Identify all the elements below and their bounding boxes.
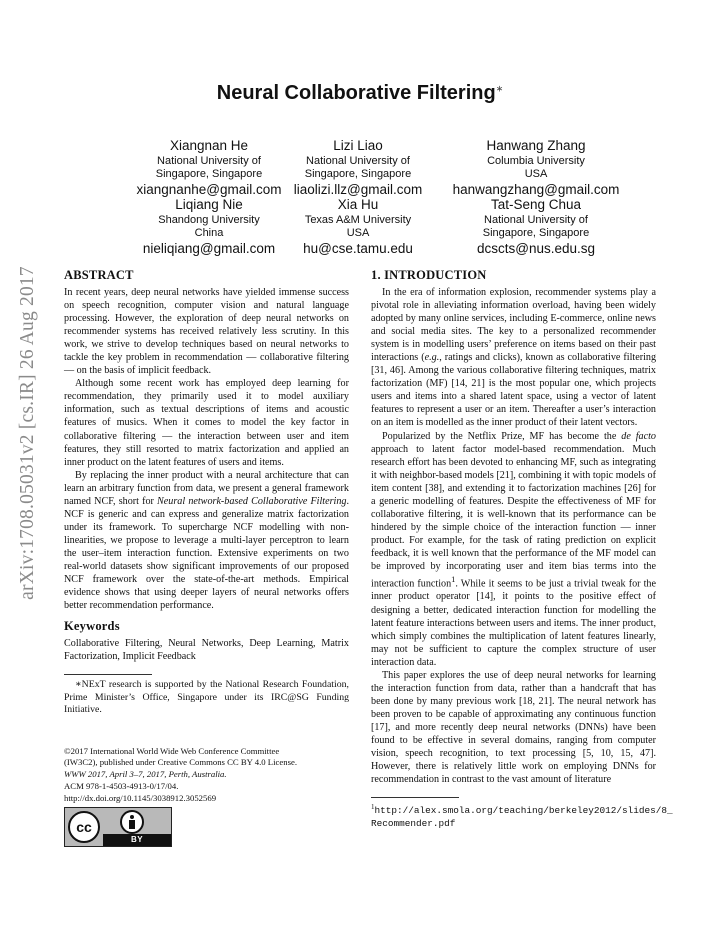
keywords-text: Collaborative Filtering, Neural Networks, Deep Learning, Matrix Factorization, Implicit Feedback (64, 638, 349, 663)
author-name: Xiangnan He (169, 138, 249, 153)
paper-title (60, 82, 660, 105)
attribution-person-icon (120, 810, 144, 834)
author-block-3 (431, 138, 641, 198)
intro-paragraph-2: Popularized by the Netflix Prize, MF has become the de facto approach to latent factor model-based recommendation. Much research effort has been devoted to enhancing MF, such as integrating it with neighbor-based models [21], combining it with topic models of item content [38], and extending it to factorization machines [26] for a generic modelling of features. Despite the effectiveness of MF for collaborative filtering, it is well-known that its performance can be hindered by the simple choice of the interaction function — inner product. For example, for the task of rating prediction on explicit feedback, it is well known that the performance of the MF model can be improved by incorporating user and item bias terms into the interaction function$^1$. While it seems to be just a trivial tweak for the inner product operator [14], it points to the positive effect of designing a better, dedicated interaction function for modelling the latent feature interactions between users and items. The inner product, which simply combines the multiplication of latent features linearly, may not be sufficient to capture the complex structure of user interaction data. (371, 430, 656, 668)
footnote-1: $^1$http://alex.smola.org/teaching/berkeley2012/slides/8_ Recommender.pdf (371, 803, 673, 829)
author-affiliation-line1: Columbia University (487, 155, 585, 168)
copyright-line-1: ©2017 International World Wide Web Conference Committee (64, 745, 280, 756)
cc-by-license-badge[interactable] (64, 807, 172, 847)
author-name: Tat-Seng Chua (490, 197, 582, 212)
author-email[interactable]: hu@cse.tamu.edu (303, 240, 413, 256)
author-affiliation-line2: USA (346, 227, 370, 240)
author-affiliation-line2: Singapore, Singapore (155, 168, 263, 181)
paper-title-text: Neural Collaborative Filtering (216, 82, 496, 104)
author-affiliation-line1: National University of (157, 155, 261, 168)
cc-logo-icon: cc (68, 811, 100, 843)
abstract-heading: ABSTRACT (64, 268, 134, 282)
author-block-6 (431, 197, 641, 257)
footnote-url-line-2[interactable]: Recommender.pdf (371, 817, 456, 829)
author-email[interactable]: liaolizi.llz@gmail.com (293, 181, 423, 197)
copyright-line-2: (IW3C2), published under Creative Commons CC BY 4.0 License. (64, 757, 297, 768)
author-email[interactable]: nieliqiang@gmail.com (142, 240, 276, 256)
footnote-rule (64, 674, 152, 675)
footnote-funding: ∗NExT research is supported by the National Research Foundation, Prime Minister’s Office, Singapore under its IRC@SG Funding Initiative. (64, 679, 349, 716)
author-affiliation-line2: USA (524, 168, 548, 181)
footnote-rule-right (371, 797, 459, 798)
abstract-paragraph-1: In recent years, deep neural networks have yielded immense success on speech recognition, computer vision and natural language processing. However, the exploration of deep neural networks on recommender systems has received relatively less scrutiny. In this work, we strive to develop techniques based on neural networks to tackle the key problem in recommendation — collaborative filtering — on the basis of implicit feedback. (64, 287, 349, 377)
author-email[interactable]: dcscts@nus.edu.sg (476, 240, 595, 256)
emphasis-ncf-name: Neural network-based Collaborative Filtering (157, 495, 347, 507)
author-name: Hanwang Zhang (486, 138, 586, 153)
author-email[interactable]: xiangnanhe@gmail.com (136, 181, 282, 197)
introduction-heading: 1. INTRODUCTION (371, 268, 487, 282)
author-affiliation-line1: National University of (306, 155, 410, 168)
left-column (64, 268, 349, 847)
author-affiliation-line2: Singapore, Singapore (304, 168, 412, 181)
intro-paragraph-3: This paper explores the use of deep neural networks for learning the interaction function from data, rather than a handcraft that has been done by many previous work [18, 21]. The neural network has been proven to be capable of approximating any continuous function [17], and more recently deep neural networks (DNNs) have been found to be effective in several domains, ranging from computer vision, speech recognition, to text processing [5, 10, 15, 47]. However, there is relatively little work on employing DNNs for recommendation in contrast to the vast amount of literature (371, 669, 656, 786)
author-affiliation-line2: Singapore, Singapore (482, 227, 590, 240)
keywords-heading: Keywords (64, 619, 120, 634)
abstract-paragraph-2: Although some recent work has employed deep learning for recommendation, they primarily used it to model auxiliary information, such as textual descriptions of items and acoustic features of musics. When it comes to model the key factor in collaborative filtering — the interaction between user and item features, they still resorted to matrix factorization and applied an inner product on the latent features of users and items. (64, 378, 349, 468)
title-footnote-mark: ∗ (495, 83, 504, 94)
author-affiliation-line2: China (194, 227, 224, 240)
copyright-block (64, 746, 349, 805)
author-name: Xia Hu (337, 197, 379, 212)
author-name: Liqiang Nie (175, 197, 243, 212)
author-affiliation-line1: Shandong University (158, 214, 260, 227)
footnote-url-line-1[interactable]: http://alex.smola.org/teaching/berkeley2012/slides/8_ (374, 805, 673, 817)
arxiv-identifier: arXiv:1708.05031v2 [cs.IR] 26 Aug 2017 (17, 266, 38, 600)
author-email[interactable]: hanwangzhang@gmail.com (452, 181, 620, 197)
author-affiliation-line1: Texas A&M University (304, 214, 412, 227)
arxiv-stamp (10, 258, 46, 608)
copyright-line-4: ACM 978-1-4503-4913-0/17/04. (64, 780, 179, 791)
copyright-line-3: WWW 2017, April 3–7, 2017, Perth, Australia. (64, 769, 227, 780)
author-affiliation-line1: National University of (484, 214, 588, 227)
abstract-paragraph-3: By replacing the inner product with a neural architecture that can learn an arbitrary function from data, we present a general framework named NCF, short for Neural network-based Collaborative Filtering. NCF is generic and can express and generalize matrix factorization under its framework. To supercharge NCF modelling with non-linearities, we propose to leverage a multi-layer perceptron to learn the user–item interaction function. Extensive experiments on two real-world datasets show significant improvements of our proposed NCF framework over the state-of-the-art methods. Empirical evidence shows that using deeper layers of neural networks offers better recommendation performance. (64, 469, 349, 612)
by-label: BY (103, 834, 171, 846)
author-name: Lizi Liao (333, 138, 383, 153)
doi-link[interactable]: http://dx.doi.org/10.1145/3038912.3052569 (64, 792, 217, 803)
footnote-ref-1[interactable]: 1 (451, 574, 456, 585)
intro-paragraph-1: In the era of information explosion, recommender systems play a pivotal role in alleviating information overload, having been widely adopted by many online services, including E-commerce, online news and social media sites. The key to a personalized recommender system is in modelling users’ preference on items based on their past interactions (e.g., ratings and clicks), known as collaborative filtering [31, 46]. Among the various collaborative filtering techniques, matrix factorization (MF) [14, 21] is the most popular one, which projects users and items into a shared latent space, using a vector of latent features to represent a user or an item. Thereafter a user’s interaction on an item is modelled as the inner product of their latent vectors. (371, 287, 657, 429)
right-column (371, 268, 673, 830)
